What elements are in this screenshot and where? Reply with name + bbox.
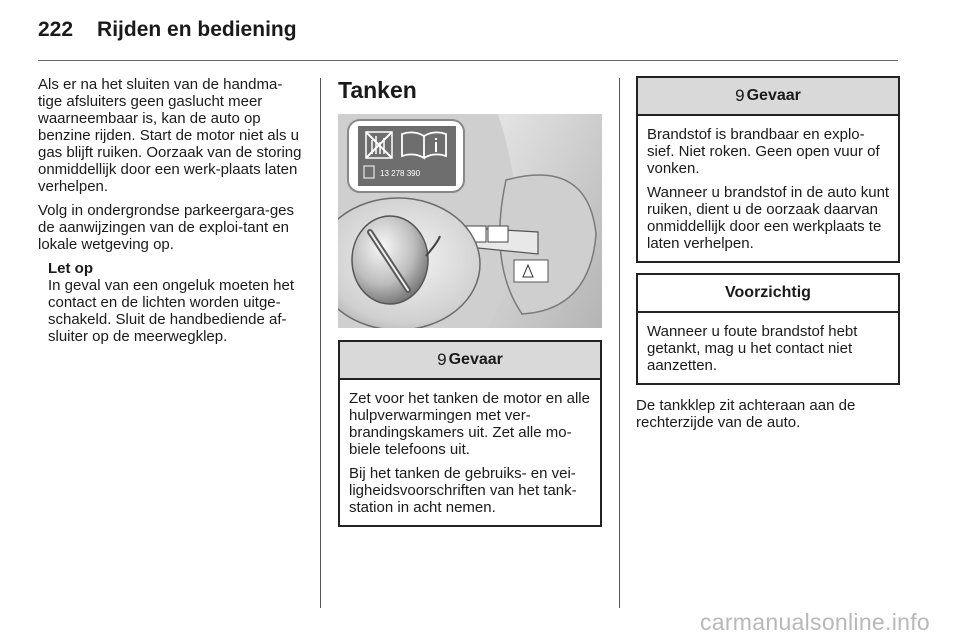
- danger-box-header: [340, 342, 600, 380]
- page-header: [38, 18, 297, 48]
- danger-paragraph-engine-off: Zet voor het tanken de motor en alle hulpverwarmingen met ver-brandingskamers uit. Zet alle mo-biele telefoons uit.: [349, 390, 590, 458]
- body-paragraph-flap-location: De tankklep zit achteraan aan de rechterzijde van de auto.: [636, 397, 856, 431]
- header-divider: [38, 60, 898, 61]
- danger-box-fuel-header: [638, 78, 898, 116]
- danger-box-body: [340, 380, 600, 525]
- danger-paragraph-smell: Wanneer u brandstof in de auto kunt ruiken, dient u de oorzaak daarvan onmiddellijk door een werkplaats te laten verhelpen.: [647, 184, 890, 252]
- danger-box-fuel-body: [638, 116, 898, 261]
- section-title: Tanken: [338, 77, 417, 103]
- column-left: [38, 76, 306, 345]
- column-divider-right: [619, 78, 620, 608]
- warning-triangle-icon: 9: [735, 86, 745, 105]
- body-paragraph-lpg-smell: Als er na het sluiten van de handma-tige afsluiters geen gaslucht meer waarneembaar is, kan de auto op benzine rijden. Start de motor niet als u gas blijft ruiken. Oorzaak van de storing onmiddellijk door een werk-plaats laten verhelpen.: [38, 76, 302, 195]
- danger-box-fuel-title: Gevaar: [746, 87, 801, 104]
- caution-box: [636, 273, 900, 385]
- watermark: carmanualsonline.info: [699, 609, 930, 635]
- danger-paragraph-flammable: Brandstof is brandbaar en explo-sief. Niet roken. Geen open vuur of vonken.: [647, 126, 880, 177]
- note-block: [48, 260, 306, 345]
- column-right: [636, 76, 900, 438]
- hinge-label-2: [488, 226, 508, 242]
- fuel-flap-illustration: [338, 114, 602, 328]
- caution-box-header: [638, 275, 898, 313]
- column-divider-left: [320, 78, 321, 608]
- warning-triangle-icon: 9: [437, 350, 447, 369]
- caution-paragraph-wrong-fuel: Wanneer u foute brandstof hebt getankt, mag u het contact niet aanzetten.: [647, 323, 858, 374]
- danger-box-title: Gevaar: [448, 351, 503, 368]
- caution-box-title: Voorzichtig: [725, 284, 811, 301]
- caution-box-body: [638, 313, 898, 383]
- danger-box-fuel: [636, 76, 900, 263]
- column-middle: [338, 76, 602, 537]
- danger-box: [338, 340, 602, 527]
- page-number: 222: [38, 18, 74, 41]
- danger-paragraph-station-rules: Bij het tanken de gebruiks- en vei-ligheidsvoorschriften van het tank-station in acht nemen.: [349, 465, 577, 516]
- note-text: In geval van een ongeluk moeten het contact en de lichten worden uitge-schakeld. Sluit de handbediende af-sluiter op de meerwegklep.: [48, 277, 295, 345]
- chapter-title: Rijden en bediening: [97, 18, 297, 41]
- body-paragraph-parking-garage: Volg in ondergrondse parkeergara-ges de aanwijzingen van de exploi-tant en lokale wetgeving op.: [38, 202, 295, 253]
- label-code: 13 278 390: [380, 169, 421, 178]
- note-title: Let op: [48, 260, 93, 277]
